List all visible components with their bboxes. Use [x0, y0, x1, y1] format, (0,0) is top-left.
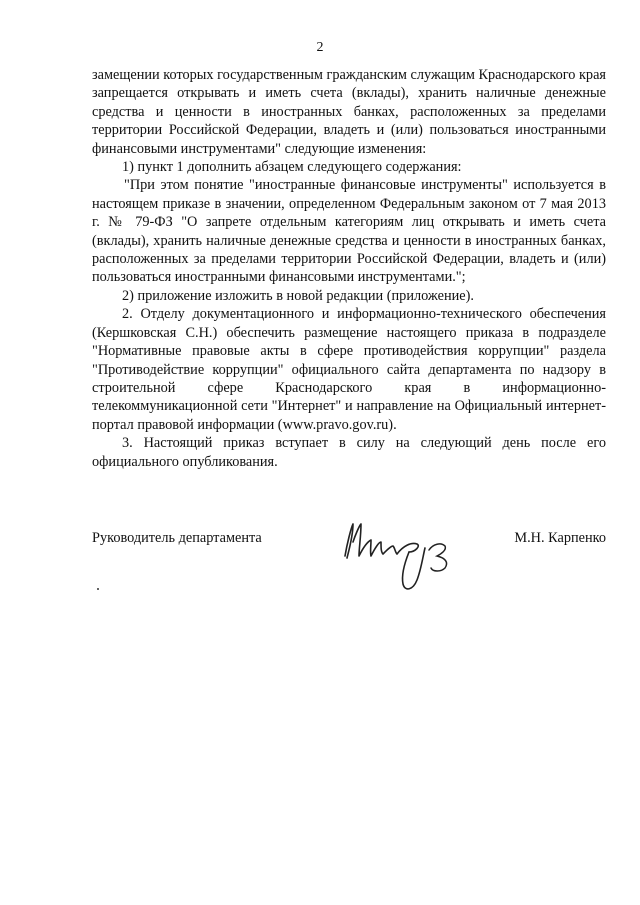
scan-speck	[97, 588, 99, 590]
document-body	[92, 66, 606, 471]
page-number: 2	[316, 40, 324, 55]
signer-name: М.Н. Карпенко	[514, 530, 606, 546]
signature-block	[92, 516, 606, 606]
paragraph-section-2: 2. Отделу документационного и информационно-технического обеспечения (Кершковская С.Н.) обеспечить размещение настоящего приказа в подразделе "Нормативные правовые акты в сфере противодействия коррупции" раздела "Противодействие коррупции" официального сайта департамента по надзору в строительной сфере Краснодарского края в информационно-телекоммуникационной сети "Интернет" и направление на Официальный интернет-портал правовой информации (www.pravo.gov.ru).	[92, 306, 606, 433]
paragraph-item-2: 2) приложение изложить в новой редакции (приложение).	[122, 287, 474, 304]
paragraph-item-1: 1) пункт 1 дополнить абзацем следующего содержания:	[122, 159, 462, 176]
paragraph-quote: "При этом понятие "иностранные финансовые инструменты" используется в настоящем приказе в значении, определенном Федеральным законом от 7 мая 2013 г. № 79-ФЗ "О запрете отдельным категориям лиц открывать и иметь счета (вклады), хранить наличные денежные средства и ценности в иностранных банках, расположенных за пределами территории Российской Федерации, владеть и (или) пользоваться иностранными финансовыми инструментами.";	[92, 177, 606, 286]
handwritten-signature	[337, 516, 467, 606]
paragraph-section-3: 3. Настоящий приказ вступает в силу на следующий день после его официального опубликования.	[92, 435, 606, 470]
paragraph-continuation: замещении которых государственным гражданским служащим Краснодарского края запрещается открывать и иметь счета (вклады), хранить наличные денежные средства и ценности в иностранных банках, расположенных за пределами территории Российской Федерации, владеть и (или) пользоваться иностранными финансовыми инструментами" следующие изменения:	[92, 67, 606, 157]
signer-position: Руководитель департамента	[92, 530, 262, 546]
